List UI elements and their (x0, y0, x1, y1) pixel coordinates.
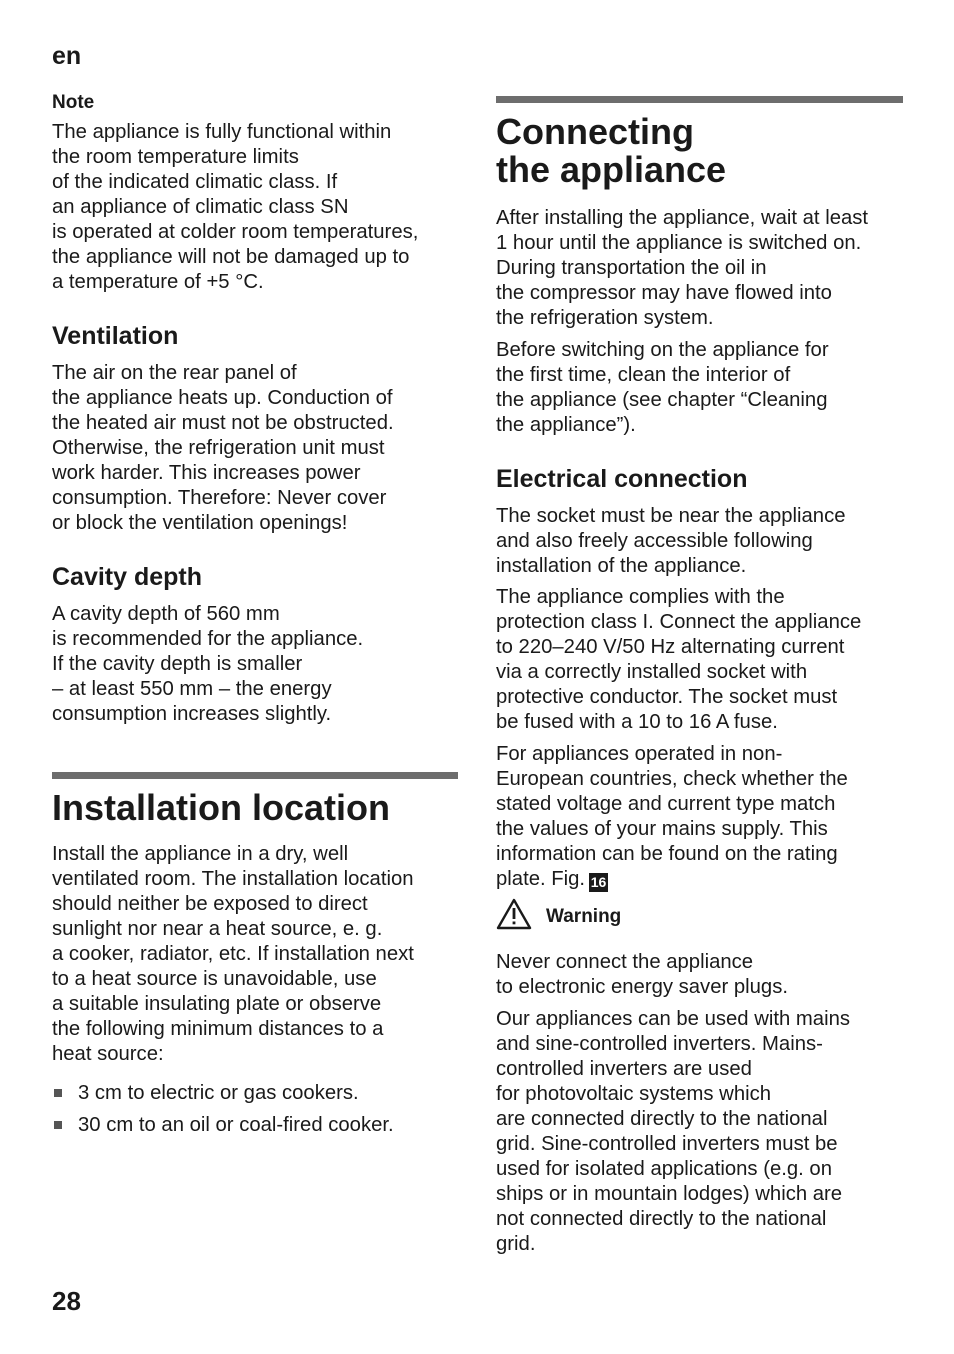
electrical-paragraph-2: The appliance complies with the protection class I. Connect the appliance to 220–240 V/50 Hz alternating current via a correctly installed socket with protective conductor. The socket must be fused with a 10 to 16 A fuse. (496, 586, 862, 733)
electrical-connection-heading: Electrical connection (496, 465, 748, 493)
section-divider (496, 96, 903, 103)
cavity-depth-text: A cavity depth of 560 mm is recommended for the appliance. If the cavity depth is smaller – at least 550 mm – the energy consumption increases slightly. (52, 603, 364, 725)
installation-location-text: Install the appliance in a dry, well ventilated room. The installation location should neither be exposed to direct sunlight nor near a heat source, e. g. a cooker, radiator, etc. If installation next to a heat source is unavoidable, use a suitable insulating plate or observe the following minimum distances to a heat source: (52, 843, 414, 1065)
electrical-paragraph-1: The socket must be near the appliance and also freely accessible following installation of the appliance. (496, 505, 846, 577)
ventilation-heading: Ventilation (52, 322, 179, 350)
figure-reference-badge: 16 (590, 874, 607, 890)
cavity-depth-heading: Cavity depth (52, 563, 203, 591)
section-divider (52, 772, 458, 779)
distance-list (52, 1077, 394, 1141)
list-item (52, 1109, 394, 1141)
language-label: en (52, 42, 82, 70)
ventilation-text: The air on the rear panel of the appliance heats up. Conduction of the heated air must not be obstructed. Otherwise, the refrigeration unit must work harder. This increases power consumption. Therefore: Never cover or block the ventilation openings! (52, 362, 394, 534)
bullet-square-icon (54, 1089, 62, 1097)
electrical-paragraph-3 (496, 742, 848, 892)
warning-text: Never connect the appliance to electronic energy saver plugs. (496, 951, 788, 998)
warning-label: Warning (546, 906, 622, 927)
electrical-paragraph-3-text: For appliances operated in non- European countries, check whether the stated voltage and current type match the values of your mains supply. This information can be found on the rating plate. Fig. (496, 743, 848, 890)
inverter-text: Our appliances can be used with mains and sine-controlled inverters. Mains- controlled inverters are used for photovoltaic systems which are connected directly to the national grid. Sine-controlled inverters must be used for isolated applications (e.g. on ships or in mountain lodges) which are not connected directly to the national grid. (496, 1008, 850, 1255)
list-item-text: 3 cm to electric or gas cookers. (78, 1082, 359, 1104)
bullet-square-icon (54, 1121, 62, 1129)
list-item-text: 30 cm to an oil or coal-fired cooker. (78, 1114, 394, 1136)
installation-location-heading: Installation location (52, 787, 391, 828)
page-number: 28 (52, 1286, 81, 1316)
warning-header (496, 898, 621, 930)
connecting-paragraph-2: Before switching on the appliance for the first time, clean the interior of the appliance (see chapter “Cleaning the appliance”). (496, 339, 829, 436)
list-item (52, 1077, 394, 1109)
warning-triangle-icon (496, 898, 532, 930)
connecting-paragraph-1: After installing the appliance, wait at least 1 hour until the appliance is switched on. During transportation the oil in the compressor may have flowed into the refrigeration system. (496, 207, 869, 329)
note-label: Note (52, 92, 95, 113)
connecting-heading: Connecting the appliance (496, 111, 727, 190)
note-text: The appliance is fully functional within the room temperature limits of the indicated climatic class. If an appliance of climatic class SN is operated at colder room temperatures, the appliance will not be damaged up to a temperature of +5 °C. (52, 121, 419, 293)
